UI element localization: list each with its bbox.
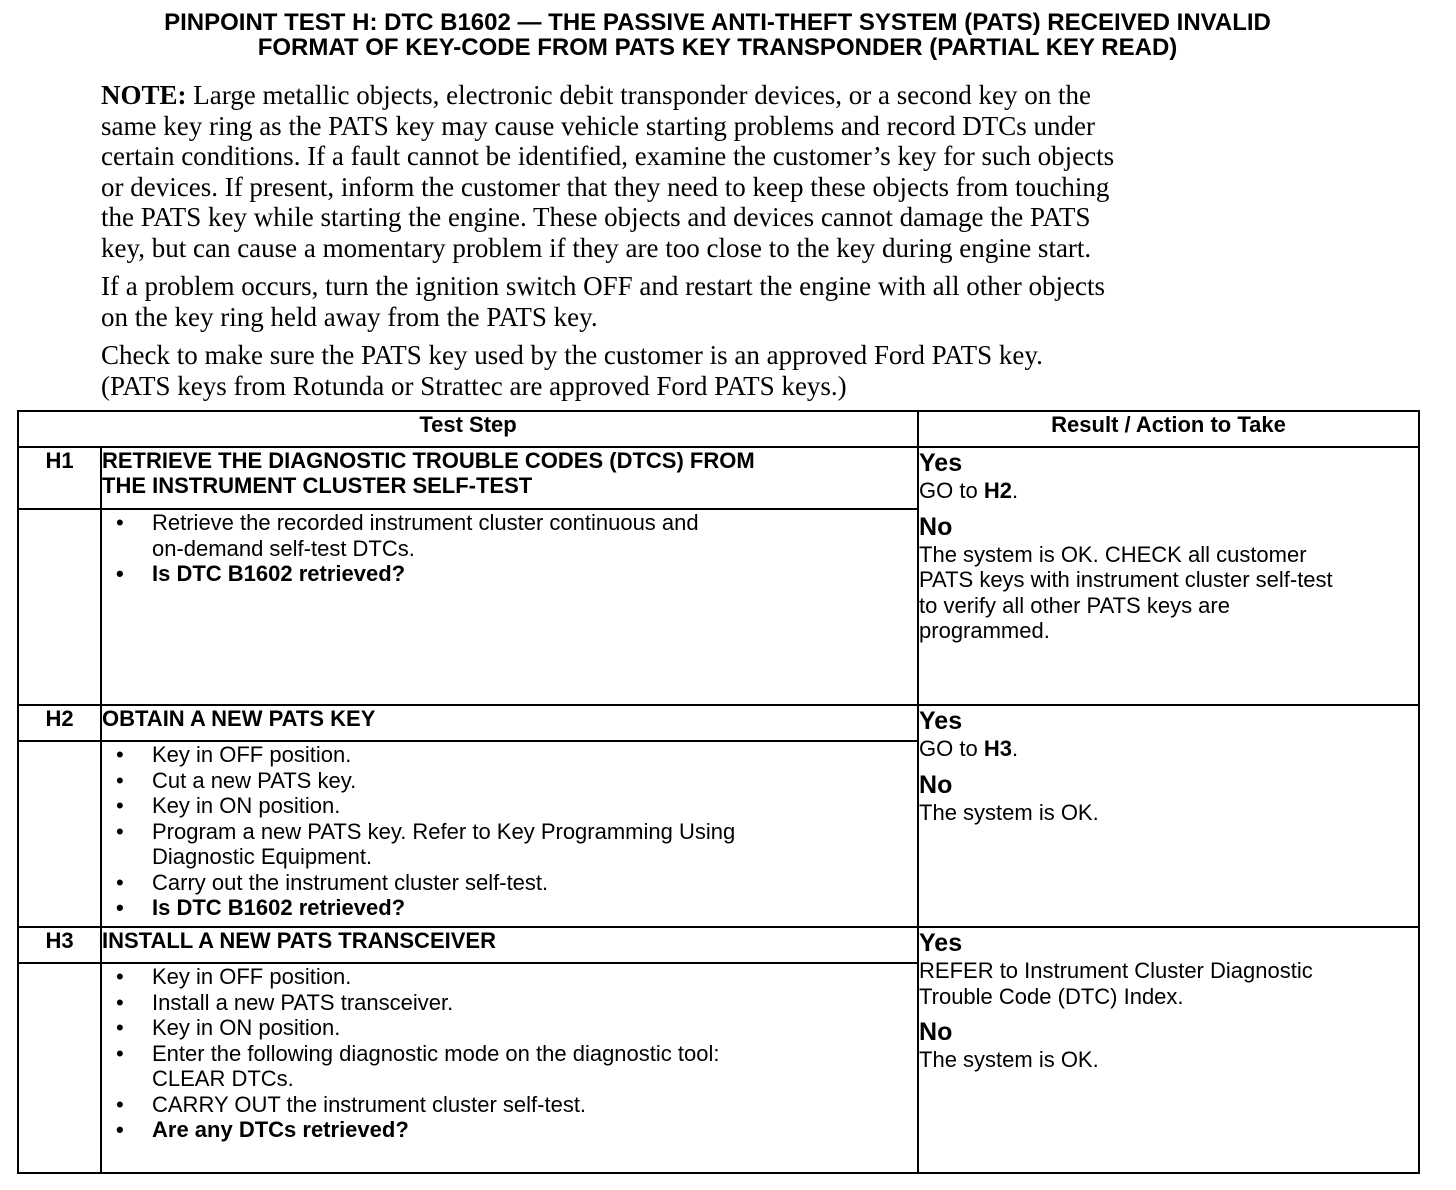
bullet-icon: • [116,742,124,767]
note-paragraph [101,80,1341,263]
problem-line: If a problem occurs, turn the ignition switch OFF and restart the engine with all other objects [101,271,1106,301]
bullet-icon: • [116,510,124,535]
action-item: • Carry out the instrument cluster self-test. [116,869,549,895]
no-label: No [919,512,953,541]
yes-target: H2 [983,478,1012,503]
note-line: the PATS key while starting the engine. These objects and devices cannot damage the PATS [101,202,1091,232]
header-result: Result / Action to Take [918,411,1419,447]
problem-line: on the key ring held away from the PATS key. [101,301,598,332]
bullet-icon: • [116,561,124,586]
no-action-line: to verify all other PATS keys are [919,592,1230,618]
action-item: • Key in ON position. [116,1015,341,1040]
step-title-line: OBTAIN A NEW PATS KEY [102,706,376,731]
yes-label: Yes [919,707,963,735]
yes-suffix: . [1011,736,1019,761]
step-result [918,447,1419,705]
bullet-icon: • [116,1117,124,1142]
yes-target: H3 [983,736,1012,761]
bullet-icon: • [116,895,124,920]
action-item: • Key in ON position. [116,793,341,818]
yes-prefix: GO to [919,478,984,503]
step-spacer [18,509,101,705]
yes-action [919,736,1418,762]
yes-label: Yes [919,929,963,957]
action-item: • Is DTC B1602 retrieved? [116,561,406,586]
yes-action-line: Trouble Code (DTC) Index. [919,983,1184,1009]
action-item: • Are any DTCs retrieved? [116,1117,409,1142]
no-label: No [919,770,953,799]
step-spacer [18,741,101,927]
page-title [20,10,1415,60]
bullet-icon: • [116,793,124,818]
action-item: • Key in OFF position. [116,742,352,767]
bullet-icon: • [116,989,124,1015]
bullet-icon: • [116,767,124,793]
approved-key-line: Check to make sure the PATS key used by the customer is an approved Ford PATS key. [101,340,1043,370]
note-line: certain conditions. If a fault cannot be identified, examine the customer’s key for such objects [101,141,1115,171]
step-result [918,705,1419,927]
bullet-icon: • [116,1091,124,1117]
step-code: H3 [18,927,101,963]
step-actions [101,509,918,705]
note-line: or devices. If present, inform the customer that they need to keep these objects from touching [101,171,1110,202]
note-line [101,80,1341,111]
title-line-1: PINPOINT TEST H: DTC B1602 — THE PASSIVE ANTI-THEFT SYSTEM (PATS) RECEIVED INVALID [164,9,1271,36]
bullet-icon: • [116,1015,124,1040]
note-label: NOTE: [101,80,187,110]
no-action-line: The system is OK. CHECK all customer [919,541,1307,567]
step-actions [101,963,918,1173]
note-text: Large metallic objects, electronic debit transponder devices, or a second key on the [186,80,1091,110]
action-item: • CARRY OUT the instrument cluster self-test. [116,1091,587,1117]
no-action-line: The system is OK. [919,1047,1099,1072]
yes-prefix: GO to [919,736,984,761]
action-item: • Program a new PATS key. Refer to Key Programming Using Diagnostic Equipment. [116,818,736,869]
no-action-line: PATS keys with instrument cluster self-test [919,567,1333,592]
no-action-line: The system is OK. [919,799,1099,825]
step-title [101,705,918,741]
approved-key-paragraph [101,340,1341,401]
no-label: No [919,1018,953,1046]
header-test-step: Test Step [18,411,918,447]
approved-key-line: (PATS keys from Rotunda or Strattec are approved Ford PATS keys.) [101,370,847,401]
action-item: • Key in OFF position. [116,964,352,989]
action-item: • Retrieve the recorded instrument cluster continuous and on-demand self-test DTCs. [116,510,699,561]
step-title [101,927,918,963]
bullet-icon: • [116,964,124,989]
action-item: • Is DTC B1602 retrieved? [116,895,406,920]
bullet-icon: • [116,818,124,844]
no-action [919,1047,1418,1073]
bullet-icon: • [116,869,124,895]
step-title-line: INSTALL A NEW PATS TRANSCEIVER [102,928,496,953]
action-item: • Cut a new PATS key. [116,767,357,793]
notes-section [101,80,1341,409]
pinpoint-test-table [17,410,1420,1174]
title-line-2: FORMAT OF KEY-CODE FROM PATS KEY TRANSPONDER (PARTIAL KEY READ) [257,34,1178,61]
bullet-icon: • [116,1040,124,1066]
step-title-line: THE INSTRUMENT CLUSTER SELF-TEST [102,473,533,498]
step-actions [101,741,918,927]
yes-action-line: REFER to Instrument Cluster Diagnostic [919,958,1313,983]
note-line: key, but can cause a momentary problem if they are too close to the key during engine start. [101,232,1092,263]
step-title-line: RETRIEVE THE DIAGNOSTIC TROUBLE CODES (DTCS) FROM [102,448,755,473]
yes-suffix: . [1011,478,1019,503]
problem-paragraph [101,271,1341,332]
yes-action [919,958,1418,1009]
no-action [919,800,1418,826]
action-item: • Enter the following diagnostic mode on the diagnostic tool: CLEAR DTCs. [116,1040,720,1091]
yes-action [919,478,1418,504]
step-title [101,447,918,509]
action-item: • Install a new PATS transceiver. [116,989,454,1015]
step-result [918,927,1419,1173]
step-code: H1 [18,447,101,509]
no-action [919,542,1418,644]
note-line: same key ring as the PATS key may cause vehicle starting problems and record DTCs under [101,110,1096,141]
yes-label: Yes [919,449,963,477]
step-spacer [18,963,101,1173]
no-action-line: programmed. [919,618,1050,643]
step-code: H2 [18,705,101,741]
